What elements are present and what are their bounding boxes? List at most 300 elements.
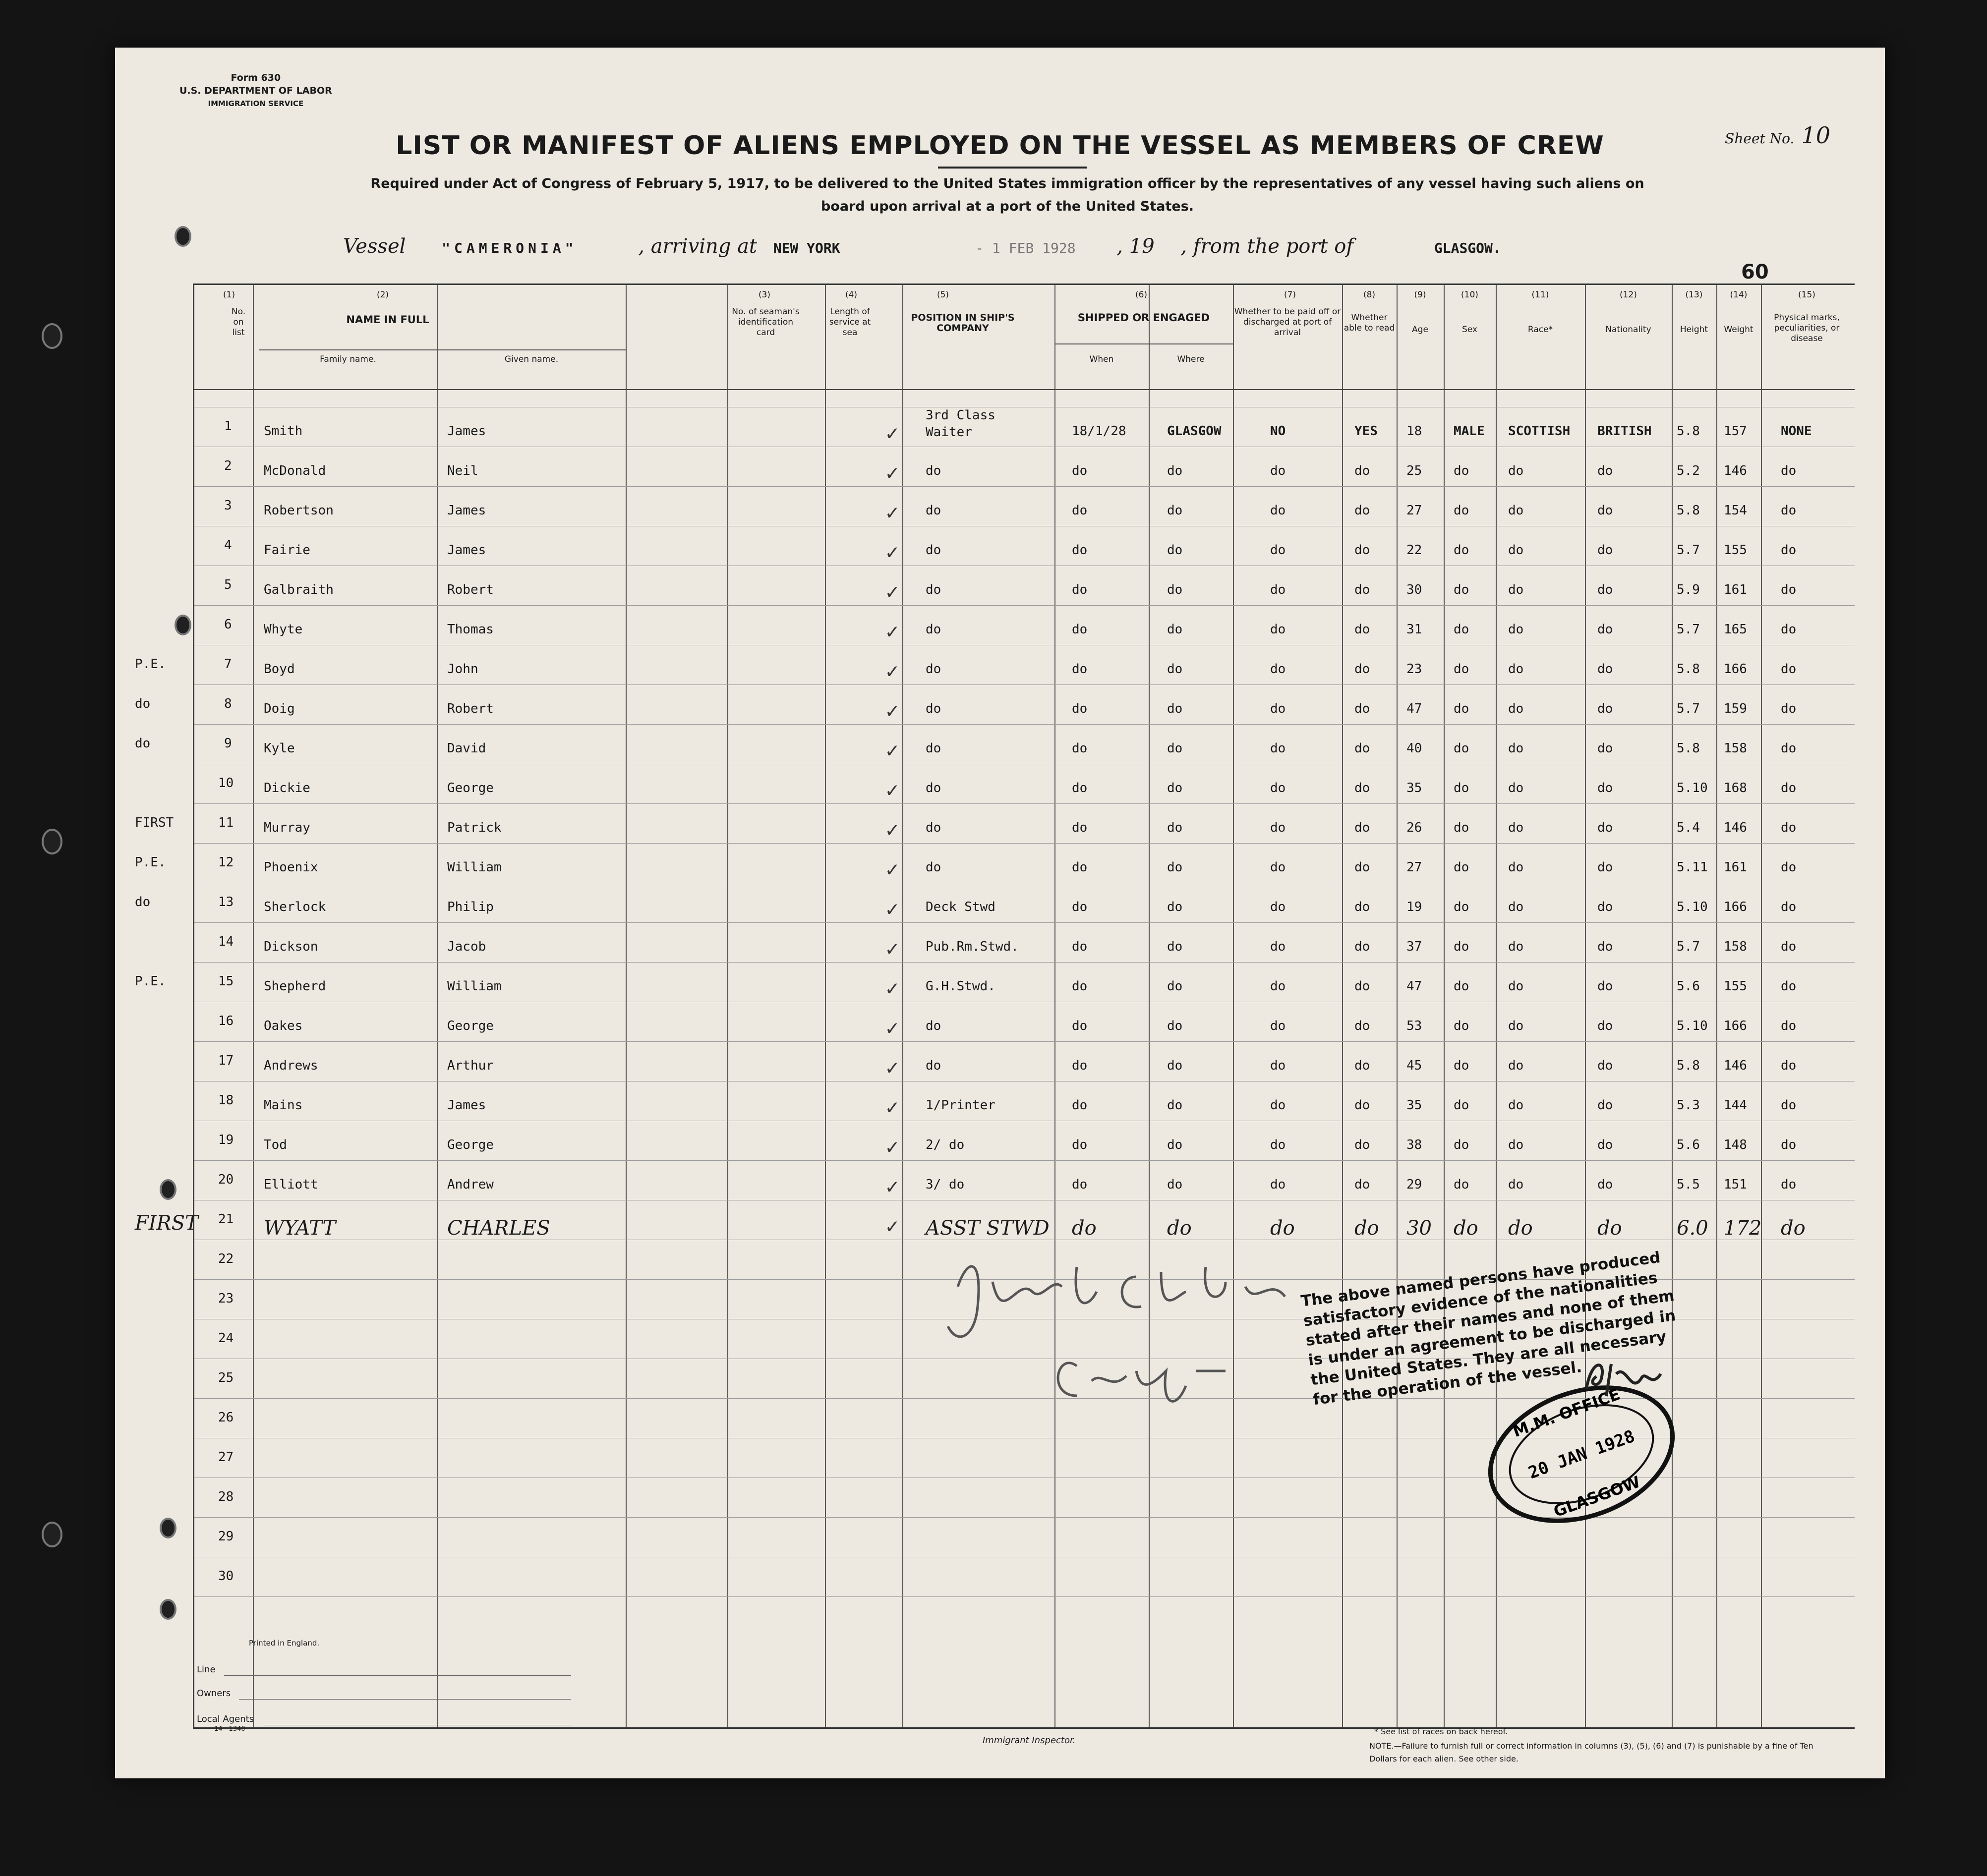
year-label: , 19 — [1116, 235, 1155, 258]
height-cell: 5.8 — [1677, 503, 1700, 518]
given-name-cell: Andrew — [447, 1177, 494, 1192]
race-cell: do — [1508, 463, 1524, 478]
able-to-read-cell: do — [1354, 860, 1370, 875]
row-number: 17 — [218, 1053, 234, 1068]
age-cell: 27 — [1406, 503, 1422, 518]
race-cell: do — [1508, 662, 1524, 677]
stamp-office: M.M. OFFICE — [1510, 1384, 1623, 1441]
col-height-no: (13) — [1685, 290, 1703, 300]
check-mark-icon: ✓ — [886, 936, 899, 961]
col-age-header: Age — [1412, 325, 1428, 335]
age-cell: 30 — [1406, 582, 1422, 597]
shipped-where-cell: do — [1167, 741, 1183, 756]
weight-cell: 168 — [1724, 781, 1747, 796]
col-marks-no: (15) — [1798, 290, 1815, 300]
paid-off-cell: do — [1270, 463, 1286, 478]
height-cell: 5.11 — [1677, 860, 1708, 875]
column-divider — [1233, 285, 1234, 1727]
given-name-cell: Neil — [447, 463, 478, 478]
row-number: 27 — [218, 1450, 234, 1465]
nationality-cell: do — [1597, 979, 1613, 994]
race-cell: do — [1508, 741, 1524, 756]
height-cell: 5.10 — [1677, 900, 1708, 914]
family-name-cell: Dickie — [264, 781, 310, 796]
agents-code: 14—1340 — [214, 1725, 245, 1733]
family-name-cell: Fairie — [264, 543, 310, 558]
shipped-where-cell: do — [1167, 979, 1183, 994]
row-annotation: FIRST — [135, 815, 174, 830]
row-rule — [194, 684, 1855, 685]
row-number: 7 — [224, 657, 232, 672]
shipped-when-cell: 18/1/28 — [1072, 424, 1126, 439]
shipped-where-cell: do — [1167, 622, 1183, 637]
row-annotation: do — [135, 736, 151, 751]
age-cell: 29 — [1406, 1177, 1422, 1192]
col-id-card-header: No. of seaman's identification card — [732, 307, 800, 338]
shipped-when-cell: do — [1072, 1137, 1088, 1152]
position-cell: G.H.Stwd. — [926, 979, 995, 994]
paid-off-cell: do — [1270, 662, 1286, 677]
col-family-name-header: Family name. — [320, 354, 376, 364]
given-name-cell: William — [447, 979, 502, 994]
weight-cell: 148 — [1724, 1137, 1747, 1152]
age-cell: 47 — [1406, 701, 1422, 716]
shipped-when-cell: do — [1072, 900, 1088, 914]
page-title: LIST OR MANIFEST OF ALIENS EMPLOYED ON THE VESSEL AS MEMBERS OF CREW — [396, 131, 1604, 161]
col-paid-off-header: Whether to be paid off or discharged at port of arrival — [1234, 307, 1341, 338]
row-number: 26 — [218, 1410, 234, 1425]
column-divider — [1761, 285, 1762, 1727]
row-rule — [194, 1596, 1855, 1597]
shipped-when-cell: do — [1072, 1058, 1088, 1073]
given-name-cell: John — [447, 662, 478, 677]
inspector-label: Immigrant Inspector. — [983, 1735, 1076, 1746]
position-cell: do — [926, 741, 941, 756]
family-name-cell: Dickson — [264, 939, 318, 954]
shipped-when-cell: do — [1072, 543, 1088, 558]
row-number: 19 — [218, 1133, 234, 1147]
check-mark-icon: ✓ — [886, 421, 899, 445]
race-cell: do — [1508, 781, 1524, 796]
shipped-when-cell: do — [1072, 741, 1088, 756]
shipped-when-cell: do — [1072, 582, 1088, 597]
row-number: 9 — [224, 736, 232, 751]
physical-marks-cell: do — [1781, 1217, 1806, 1240]
shipped-where-cell: do — [1167, 1058, 1183, 1073]
column-divider — [1716, 285, 1717, 1727]
vessel-line — [343, 235, 1501, 258]
position-cell: ASST STWD — [926, 1217, 1050, 1240]
column-divider — [1397, 285, 1398, 1727]
shipped-when-cell: do — [1072, 701, 1088, 716]
row-rule — [194, 922, 1855, 923]
from-port-label: , from the port of — [1180, 235, 1354, 258]
check-mark-icon: ✓ — [886, 619, 899, 643]
nationality-cell: do — [1597, 701, 1613, 716]
punch-hole — [175, 615, 191, 635]
age-cell: 25 — [1406, 463, 1422, 478]
check-mark-icon: ✓ — [886, 1055, 899, 1080]
race-cell: do — [1508, 1177, 1524, 1192]
physical-marks-cell: do — [1781, 900, 1797, 914]
family-name-cell: Phoenix — [264, 860, 318, 875]
row-number: 15 — [218, 974, 234, 989]
race-cell: do — [1508, 939, 1524, 954]
able-to-read-cell: do — [1354, 900, 1370, 914]
family-name-cell: Andrews — [264, 1058, 318, 1073]
physical-marks-cell: do — [1781, 741, 1797, 756]
age-cell: 19 — [1406, 900, 1422, 914]
shipped-where-cell: do — [1167, 503, 1183, 518]
nationality-cell: do — [1597, 582, 1613, 597]
line-label: Line — [197, 1664, 216, 1675]
able-to-read-cell: do — [1354, 1098, 1370, 1113]
race-cell: do — [1508, 1058, 1524, 1073]
check-mark-icon: ✓ — [886, 579, 899, 604]
given-name-cell: James — [447, 543, 486, 558]
sex-cell: do — [1454, 900, 1469, 914]
physical-marks-cell: NONE — [1781, 424, 1812, 439]
row-number: 6 — [224, 617, 232, 632]
col-shipped-when-header: When — [1089, 354, 1114, 364]
position-cell: do — [926, 820, 941, 835]
department-name: U.S. DEPARTMENT OF LABOR — [179, 85, 332, 96]
physical-marks-cell: do — [1781, 1137, 1797, 1152]
able-to-read-cell: do — [1354, 701, 1370, 716]
row-annotation: do — [135, 895, 151, 910]
given-name-cell: Robert — [447, 582, 494, 597]
paid-off-cell: do — [1270, 781, 1286, 796]
row-number: 29 — [218, 1529, 234, 1544]
able-to-read-cell: do — [1354, 503, 1370, 518]
manifest-sheet — [115, 48, 1885, 1778]
race-cell: do — [1508, 860, 1524, 875]
height-cell: 5.2 — [1677, 463, 1700, 478]
given-name-cell: Robert — [447, 701, 494, 716]
given-name-cell: William — [447, 860, 502, 875]
able-to-read-cell: do — [1354, 1137, 1370, 1152]
check-mark-icon: ✓ — [886, 897, 899, 921]
column-divider — [825, 285, 826, 1727]
column-divider — [626, 285, 627, 1727]
row-number: 12 — [218, 855, 234, 870]
row-rule — [194, 724, 1855, 725]
col-shipped-no: (6) — [1135, 290, 1148, 300]
age-cell: 30 — [1406, 1217, 1432, 1240]
family-name-cell: Doig — [264, 701, 295, 716]
nationality-cell: do — [1597, 503, 1613, 518]
row-rule — [194, 962, 1855, 963]
shipped-where-cell: do — [1167, 1177, 1183, 1192]
header-bottom-rule — [194, 389, 1855, 390]
sex-cell: do — [1454, 1098, 1469, 1113]
shipped-when-cell: do — [1072, 781, 1088, 796]
punch-hole — [160, 1599, 176, 1620]
sheet-number-value: 10 — [1801, 122, 1830, 149]
paid-off-cell: do — [1270, 1137, 1286, 1152]
sex-cell: do — [1454, 1177, 1469, 1192]
paid-off-cell: do — [1270, 701, 1286, 716]
physical-marks-cell: do — [1781, 1019, 1797, 1033]
column-divider — [1149, 285, 1150, 1727]
stamp-date: 20 JAN 1928 — [1525, 1426, 1637, 1483]
height-cell: 6.0 — [1677, 1217, 1708, 1240]
given-name-cell: Philip — [447, 900, 494, 914]
column-divider — [902, 285, 903, 1727]
family-name-cell: WYATT — [264, 1217, 336, 1240]
title-underline — [938, 167, 1087, 169]
col-shipped-where-header: Where — [1177, 354, 1205, 364]
check-mark-icon: ✓ — [886, 857, 899, 881]
shipped-where-cell: do — [1167, 662, 1183, 677]
family-name-cell: Whyte — [264, 622, 303, 637]
given-name-cell: Thomas — [447, 622, 494, 637]
paid-off-cell: do — [1270, 543, 1286, 558]
weight-cell: 166 — [1724, 662, 1747, 677]
race-cell: do — [1508, 622, 1524, 637]
check-mark-icon: ✓ — [886, 1095, 899, 1119]
height-cell: 5.10 — [1677, 1019, 1708, 1033]
paid-off-cell: do — [1270, 1177, 1286, 1192]
age-cell: 37 — [1406, 939, 1422, 954]
column-divider — [1444, 285, 1445, 1727]
row-number: 16 — [218, 1014, 234, 1028]
age-cell: 47 — [1406, 979, 1422, 994]
col-read-no: (8) — [1363, 290, 1376, 300]
height-cell: 5.7 — [1677, 543, 1700, 558]
row-number: 21 — [218, 1212, 234, 1227]
col-weight-no: (14) — [1730, 290, 1748, 300]
able-to-read-cell: do — [1354, 939, 1370, 954]
col-paid-off-no: (7) — [1284, 290, 1296, 300]
column-divider — [727, 285, 728, 1727]
shipped-when-cell: do — [1072, 622, 1088, 637]
punch-hole — [160, 1179, 176, 1200]
sex-cell: do — [1454, 939, 1469, 954]
column-divider — [1054, 285, 1055, 1727]
col-given-name-header: Given name. — [504, 354, 559, 364]
age-cell: 31 — [1406, 622, 1422, 637]
able-to-read-cell: do — [1354, 1177, 1370, 1192]
sex-cell: do — [1454, 701, 1469, 716]
col-nationality-no: (12) — [1620, 290, 1637, 300]
col-number-no: (1) — [223, 290, 235, 300]
col-position-header: POSITION IN SHIP'S COMPANY — [911, 312, 1015, 334]
arriving-label: , arriving at — [638, 235, 757, 258]
shipped-where-cell: do — [1167, 820, 1183, 835]
vessel-label: Vessel — [343, 235, 406, 258]
paid-off-cell: do — [1270, 622, 1286, 637]
nationality-cell: do — [1597, 860, 1613, 875]
row-number: 8 — [224, 696, 232, 711]
family-name-cell: Tod — [264, 1137, 287, 1152]
given-name-cell: James — [447, 1098, 486, 1113]
row-number: 30 — [218, 1569, 234, 1584]
height-cell: 5.8 — [1677, 741, 1700, 756]
row-annotation: P.E. — [135, 974, 166, 989]
service-name: IMMIGRATION SERVICE — [208, 99, 304, 108]
sex-cell: do — [1454, 622, 1469, 637]
able-to-read-cell: do — [1354, 622, 1370, 637]
paid-off-cell: do — [1270, 820, 1286, 835]
sex-cell: do — [1454, 1019, 1469, 1033]
check-mark-icon: ✓ — [886, 460, 899, 485]
col-sex-header: Sex — [1461, 325, 1477, 335]
col-nationality-header: Nationality — [1605, 325, 1651, 335]
sex-cell: do — [1454, 781, 1469, 796]
row-number: 28 — [218, 1489, 234, 1504]
printed-in: Printed in England. — [249, 1639, 320, 1648]
family-name-cell: Oakes — [264, 1019, 303, 1033]
position-cell: Pub.Rm.Stwd. — [926, 939, 1019, 954]
age-cell: 35 — [1406, 781, 1422, 796]
position-cell: 3/ do — [926, 1177, 965, 1192]
race-cell: do — [1508, 701, 1524, 716]
position-cell: do — [926, 543, 941, 558]
able-to-read-cell: YES — [1354, 424, 1378, 439]
physical-marks-cell: do — [1781, 701, 1797, 716]
owners-label: Owners — [197, 1688, 231, 1699]
sex-cell: do — [1454, 820, 1469, 835]
col-age-no: (9) — [1414, 290, 1426, 300]
paid-off-cell: NO — [1270, 424, 1286, 439]
able-to-read-cell: do — [1354, 662, 1370, 677]
physical-marks-cell: do — [1781, 1098, 1797, 1113]
height-cell: 5.9 — [1677, 582, 1700, 597]
form-identifier — [179, 71, 332, 110]
able-to-read-cell: do — [1354, 1217, 1379, 1240]
check-mark-icon: ✓ — [886, 1174, 899, 1198]
given-name-cell: James — [447, 424, 486, 439]
row-number: 23 — [218, 1291, 234, 1306]
weight-cell: 158 — [1724, 741, 1747, 756]
sex-cell: do — [1454, 1217, 1478, 1240]
sex-cell: do — [1454, 1137, 1469, 1152]
position-cell: 1/Printer — [926, 1098, 995, 1113]
height-cell: 5.8 — [1677, 424, 1700, 439]
nationality-cell: do — [1597, 543, 1613, 558]
weight-cell: 161 — [1724, 860, 1747, 875]
position-cell: do — [926, 1058, 941, 1073]
family-name-cell: Smith — [264, 424, 303, 439]
shipped-when-cell: do — [1072, 1177, 1088, 1192]
punch-hole — [42, 1522, 62, 1547]
shipped-where-cell: GLASGOW — [1167, 424, 1222, 439]
physical-marks-cell: do — [1781, 1177, 1797, 1192]
position-cell: do — [926, 781, 941, 796]
sex-cell: do — [1454, 741, 1469, 756]
age-cell: 53 — [1406, 1019, 1422, 1033]
race-cell: do — [1508, 543, 1524, 558]
line-underline — [224, 1675, 571, 1676]
given-name-cell: Arthur — [447, 1058, 494, 1073]
family-name-cell: McDonald — [264, 463, 326, 478]
height-cell: 5.7 — [1677, 701, 1700, 716]
race-cell: SCOTTISH — [1508, 424, 1571, 439]
col-service-header: Length of service at sea — [829, 307, 871, 338]
col-position-no: (5) — [936, 290, 949, 300]
given-name-cell: David — [447, 741, 486, 756]
weight-cell: 161 — [1724, 582, 1747, 597]
weight-cell: 151 — [1724, 1177, 1747, 1192]
shipped-where-cell: do — [1167, 463, 1183, 478]
able-to-read-cell: do — [1354, 543, 1370, 558]
race-cell: do — [1508, 582, 1524, 597]
sheet-number-label: Sheet No. — [1725, 130, 1795, 147]
position-cell: do — [926, 463, 941, 478]
weight-cell: 158 — [1724, 939, 1747, 954]
paid-off-cell: do — [1270, 741, 1286, 756]
col-name-header: NAME IN FULL — [346, 314, 429, 326]
physical-marks-cell: do — [1781, 781, 1797, 796]
position-cell: do — [926, 701, 941, 716]
paid-off-cell: do — [1270, 1019, 1286, 1033]
family-name-cell: Kyle — [264, 741, 295, 756]
col-id-card-no: (3) — [758, 290, 771, 300]
family-name-cell: Robertson — [264, 503, 334, 518]
race-cell: do — [1508, 1098, 1524, 1113]
weight-cell: 157 — [1724, 424, 1747, 439]
check-mark-icon: ✓ — [886, 659, 899, 683]
shipped-where-cell: do — [1167, 582, 1183, 597]
physical-marks-cell: do — [1781, 463, 1797, 478]
shipped-where-cell: do — [1167, 1019, 1183, 1033]
weight-cell: 165 — [1724, 622, 1747, 637]
shipped-where-cell: do — [1167, 1098, 1183, 1113]
paid-off-cell: do — [1270, 1098, 1286, 1113]
race-cell: do — [1508, 820, 1524, 835]
able-to-read-cell: do — [1354, 1058, 1370, 1073]
height-cell: 5.8 — [1677, 662, 1700, 677]
col-read-header: Whether able to read — [1344, 313, 1395, 333]
physical-marks-cell: do — [1781, 979, 1797, 994]
position-cell: do — [926, 860, 941, 875]
physical-marks-cell: do — [1781, 1058, 1797, 1073]
age-cell: 45 — [1406, 1058, 1422, 1073]
nationality-cell: do — [1597, 939, 1613, 954]
height-cell: 5.8 — [1677, 1058, 1700, 1073]
family-name-cell: Elliott — [264, 1177, 318, 1192]
given-name-cell: Jacob — [447, 939, 486, 954]
arrival-port: NEW YORK — [773, 240, 840, 256]
owners-underline — [239, 1699, 571, 1700]
row-number: 13 — [218, 895, 234, 910]
row-rule — [194, 843, 1855, 844]
nationality-cell: do — [1597, 662, 1613, 677]
family-name-cell: Sherlock — [264, 900, 326, 914]
shipped-where-cell: do — [1167, 543, 1183, 558]
height-cell: 5.6 — [1677, 1137, 1700, 1152]
declaration-stamp: The above named persons have produced satisfactory evidence of the nationalities stated after their names and none of them is under an agreement to be discharged in the United States. They are all necessary for the operation of the vessel. — [1300, 1249, 1677, 1409]
race-note: * See list of races on back hereof. — [1374, 1727, 1508, 1736]
race-cell: do — [1508, 1019, 1524, 1033]
origin-port: GLASGOW. — [1434, 240, 1501, 256]
check-mark-icon: ✓ — [886, 738, 899, 762]
col-height-header: Height — [1680, 325, 1708, 335]
row-number: 25 — [218, 1370, 234, 1385]
weight-cell: 166 — [1724, 900, 1747, 914]
shipped-where-cell: do — [1167, 1137, 1183, 1152]
shipped-when-cell: do — [1072, 503, 1088, 518]
physical-marks-cell: do — [1781, 503, 1797, 518]
page-subtitle: Required under Act of Congress of February 5, 1917, to be delivered to the United States immigration officer by the representatives of any vessel having such aliens on board upon arrival at a port of the United States. — [370, 176, 1644, 214]
row-number: 22 — [218, 1251, 234, 1266]
check-mark-icon: ✓ — [886, 698, 899, 723]
race-cell: do — [1508, 900, 1524, 914]
age-cell: 40 — [1406, 741, 1422, 756]
nationality-cell: do — [1597, 622, 1613, 637]
fine-note: NOTE.—Failure to furnish full or correct information in columns (3), (5), (6) and (7) is punishable by a fine of Ten Dollars for each alien. See other side. — [1369, 1741, 1813, 1763]
